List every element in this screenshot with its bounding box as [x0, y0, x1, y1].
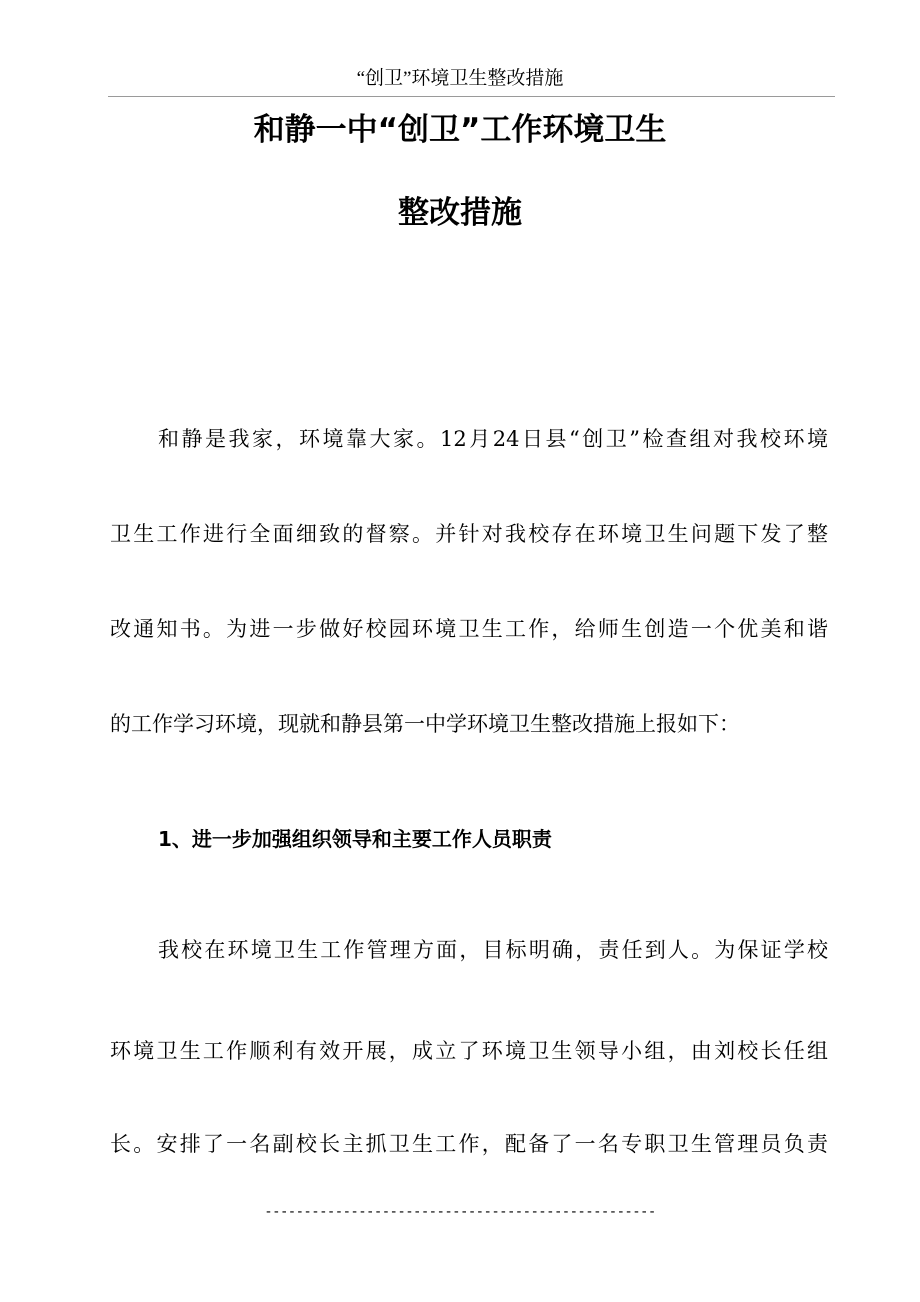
section-1-line-1: 我校在环境卫生工作管理方面，目标明确，责任到人。为保证学校 [158, 938, 828, 962]
document-title-line-1: 和静一中“创卫”工作环境卫生 [253, 112, 667, 148]
intro-line-3: 改通知书。为进一步做好校园环境卫生工作，给师生创造一个优美和谐 [110, 617, 828, 641]
footer-dashed-rule: -------------------------------------------------- [264, 1204, 656, 1220]
section-1-line-2: 环境卫生工作顺利有效开展，成立了环境卫生领导小组，由刘校长任组 [110, 1039, 828, 1063]
header-rule [108, 96, 835, 97]
intro-line-2: 卫生工作进行全面细致的督察。并针对我校存在环境卫生问题下发了整 [110, 522, 828, 546]
section-1-line-3: 长。安排了一名副校长主抓卫生工作，配备了一名专职卫生管理员负责 [110, 1132, 828, 1156]
section-1-heading: 1、进一步加强组织领导和主要工作人员职责 [158, 827, 552, 851]
intro-line-1: 和静是我家，环境靠大家。12月24日县“创卫”检查组对我校环境 [158, 427, 828, 451]
document-title-line-2: 整改措施 [398, 195, 522, 231]
intro-line-4: 的工作学习环境，现就和静县第一中学环境卫生整改措施上报如下： [110, 712, 740, 736]
running-header: “创卫”环境卫生整改措施 [356, 68, 564, 89]
